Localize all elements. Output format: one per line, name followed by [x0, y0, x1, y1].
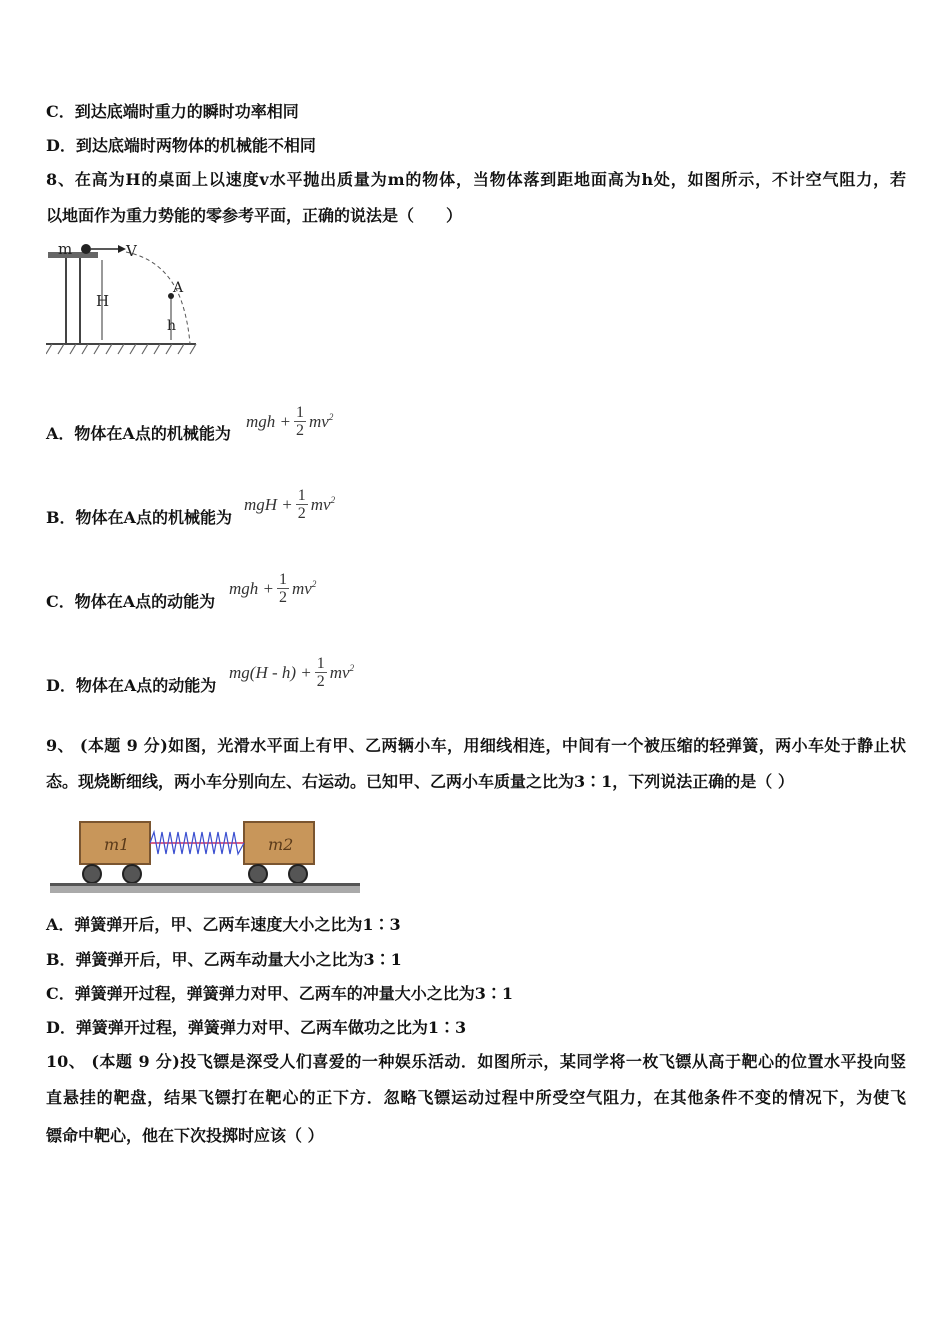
q9-option-b: B．弹簧弹开后，甲、乙两车动量大小之比为3∶1: [46, 950, 402, 969]
q8-option-d: D．物体在A点的动能为: [46, 676, 217, 695]
fraction-numerator: 1: [316, 655, 325, 672]
formula-part: mv: [329, 662, 350, 682]
q8-stem-line1: 8、在高为H的桌面上以速度v水平抛出质量为m的物体，当物体落到距地面高为h处，如图所示，不计空气阻力，若: [46, 170, 906, 189]
fraction-numerator: 1: [296, 404, 304, 421]
fraction-numerator: 1: [297, 487, 306, 504]
formula-part: mv: [309, 411, 329, 431]
fraction-numerator: 1: [279, 571, 287, 588]
q8-stem-line2: 以地面作为重力势能的零参考平面，正确的说法是（ ）: [46, 206, 463, 225]
exponent: 2: [328, 411, 334, 422]
fraction-denominator: 2: [297, 505, 306, 522]
q9-option-d: D．弹簧弹开过程，弹簧弹力对甲、乙两车做功之比为1∶3: [46, 1018, 467, 1037]
q7-option-d: D．到达底端时两物体的机械能不相同: [46, 136, 316, 155]
projectile-figure: [46, 240, 206, 360]
q8-option-a: A．物体在A点的机械能为: [46, 424, 231, 443]
q8-option-c: C．物体在A点的动能为: [46, 592, 216, 611]
formula-part: mgH +: [244, 494, 293, 514]
q8-option-b: B．物体在A点的机械能为: [46, 508, 232, 527]
exponent: 2: [311, 578, 317, 589]
q9-option-a: A．弹簧弹开后，甲、乙两车速度大小之比为1∶3: [46, 915, 401, 934]
fraction-denominator: 2: [296, 422, 304, 439]
formula-part: mv: [310, 494, 331, 514]
label-H: H: [96, 292, 110, 310]
label-m1: m1: [104, 835, 130, 854]
q8-option-d-formula: [229, 655, 354, 690]
q10-stem-line3: 镖命中靶心，他在下次投掷时应该（ ）: [46, 1126, 324, 1145]
fraction-denominator: 2: [279, 589, 287, 606]
label-h: h: [167, 318, 177, 334]
q9-stem-line2: 态。现烧断细线，两小车分别向左、右运动。已知甲、乙两小车质量之比为3∶1，下列说法正确的是（ ）: [46, 772, 794, 791]
q8-option-a-formula: [246, 404, 333, 439]
q10-stem-line1: 10、 (本题 9 分)投飞镖是深受人们喜爱的一种娱乐活动．如图所示，某同学将一枚飞镖从高于靶心的位置水平投向竖: [46, 1052, 906, 1071]
label-m: m: [58, 240, 73, 258]
q8-option-c-formula: [229, 571, 316, 606]
formula-part: mv: [292, 578, 312, 598]
q7-option-c: C．到达底端时重力的瞬时功率相同: [46, 102, 299, 121]
q10-stem-line2: 直悬挂的靶盘，结果飞镖打在靶心的正下方．忽略飞镖运动过程中所受空气阻力，在其他条件不变的情况下，为使飞: [46, 1088, 906, 1107]
formula-part: mg(H - h) +: [229, 662, 312, 682]
label-m2: m2: [268, 835, 294, 854]
fraction-denominator: 2: [316, 673, 325, 690]
spring-carts-figure: [46, 812, 366, 902]
exponent: 2: [330, 494, 336, 505]
exponent: 2: [349, 662, 355, 673]
label-A: A: [173, 280, 184, 296]
formula-part: mgh +: [229, 578, 274, 598]
q8-option-b-formula: [244, 487, 335, 522]
label-v: V: [126, 242, 137, 260]
formula-part: mgh +: [246, 411, 291, 431]
q9-stem-line1: 9、 (本题 9 分)如图，光滑水平面上有甲、乙两辆小车，用细线相连，中间有一个被压缩的轻弹簧，两小车处于静止状: [46, 736, 906, 755]
q9-option-c: C．弹簧弹开过程，弹簧弹力对甲、乙两车的冲量大小之比为3∶1: [46, 984, 514, 1003]
